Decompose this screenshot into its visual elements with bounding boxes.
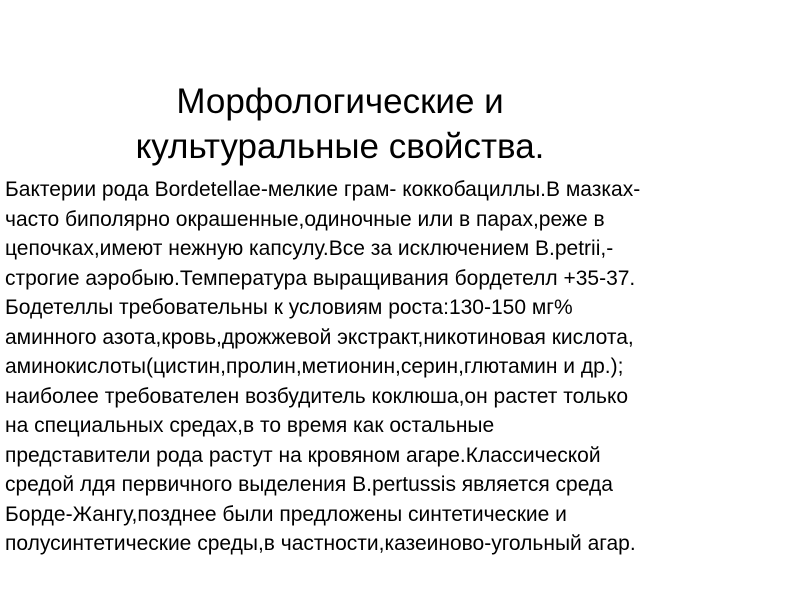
body-line-13: полусинтетические среды,в частности,казеиново-угольный агар. (5, 532, 636, 555)
slide-title-line-1: Морфологические и (176, 82, 504, 122)
body-line-11: средой лдя первичного выделения B.pertussis является среда (5, 473, 613, 496)
body-line-6: аминного азота,кровь,дрожжевой экстракт,никотиновая кислота, (5, 325, 634, 349)
body-line-10: представители рода растут на кровяном агаре.Классической (5, 443, 601, 467)
slide-title (0, 79, 680, 169)
body-line-1: Бактерии рода Bordetellae-мелкие грам- коккобациллы.В мазках- (5, 178, 641, 201)
body-line-8: наиболее требователен возбудитель коклюша,он растет только (5, 384, 629, 408)
slide-title-line-2: культуральные свойства. (135, 127, 545, 167)
body-line-12: Борде-Жангу,позднее были предложены синтетические и (5, 502, 567, 526)
body-line-2: часто биполярно окрашенные,одиночные или в парах,реже в (5, 207, 605, 231)
body-line-7: аминокислоты(цистин,пролин,метионин,серин,глютамин и др.); (5, 355, 624, 378)
body-line-5: Бодетеллы требовательны к условиям роста:130-150 мг% (5, 296, 573, 319)
body-line-9: на специальных средах,в то время как остальные (5, 414, 495, 437)
body-line-3: цепочках,имеют нежную капсулу.Все за исключением B.petrii,- (5, 237, 614, 260)
body-line-4: строгие аэробыю.Температура выращивания бордетелл +35-37. (5, 266, 636, 290)
slide-body-text (5, 175, 797, 559)
